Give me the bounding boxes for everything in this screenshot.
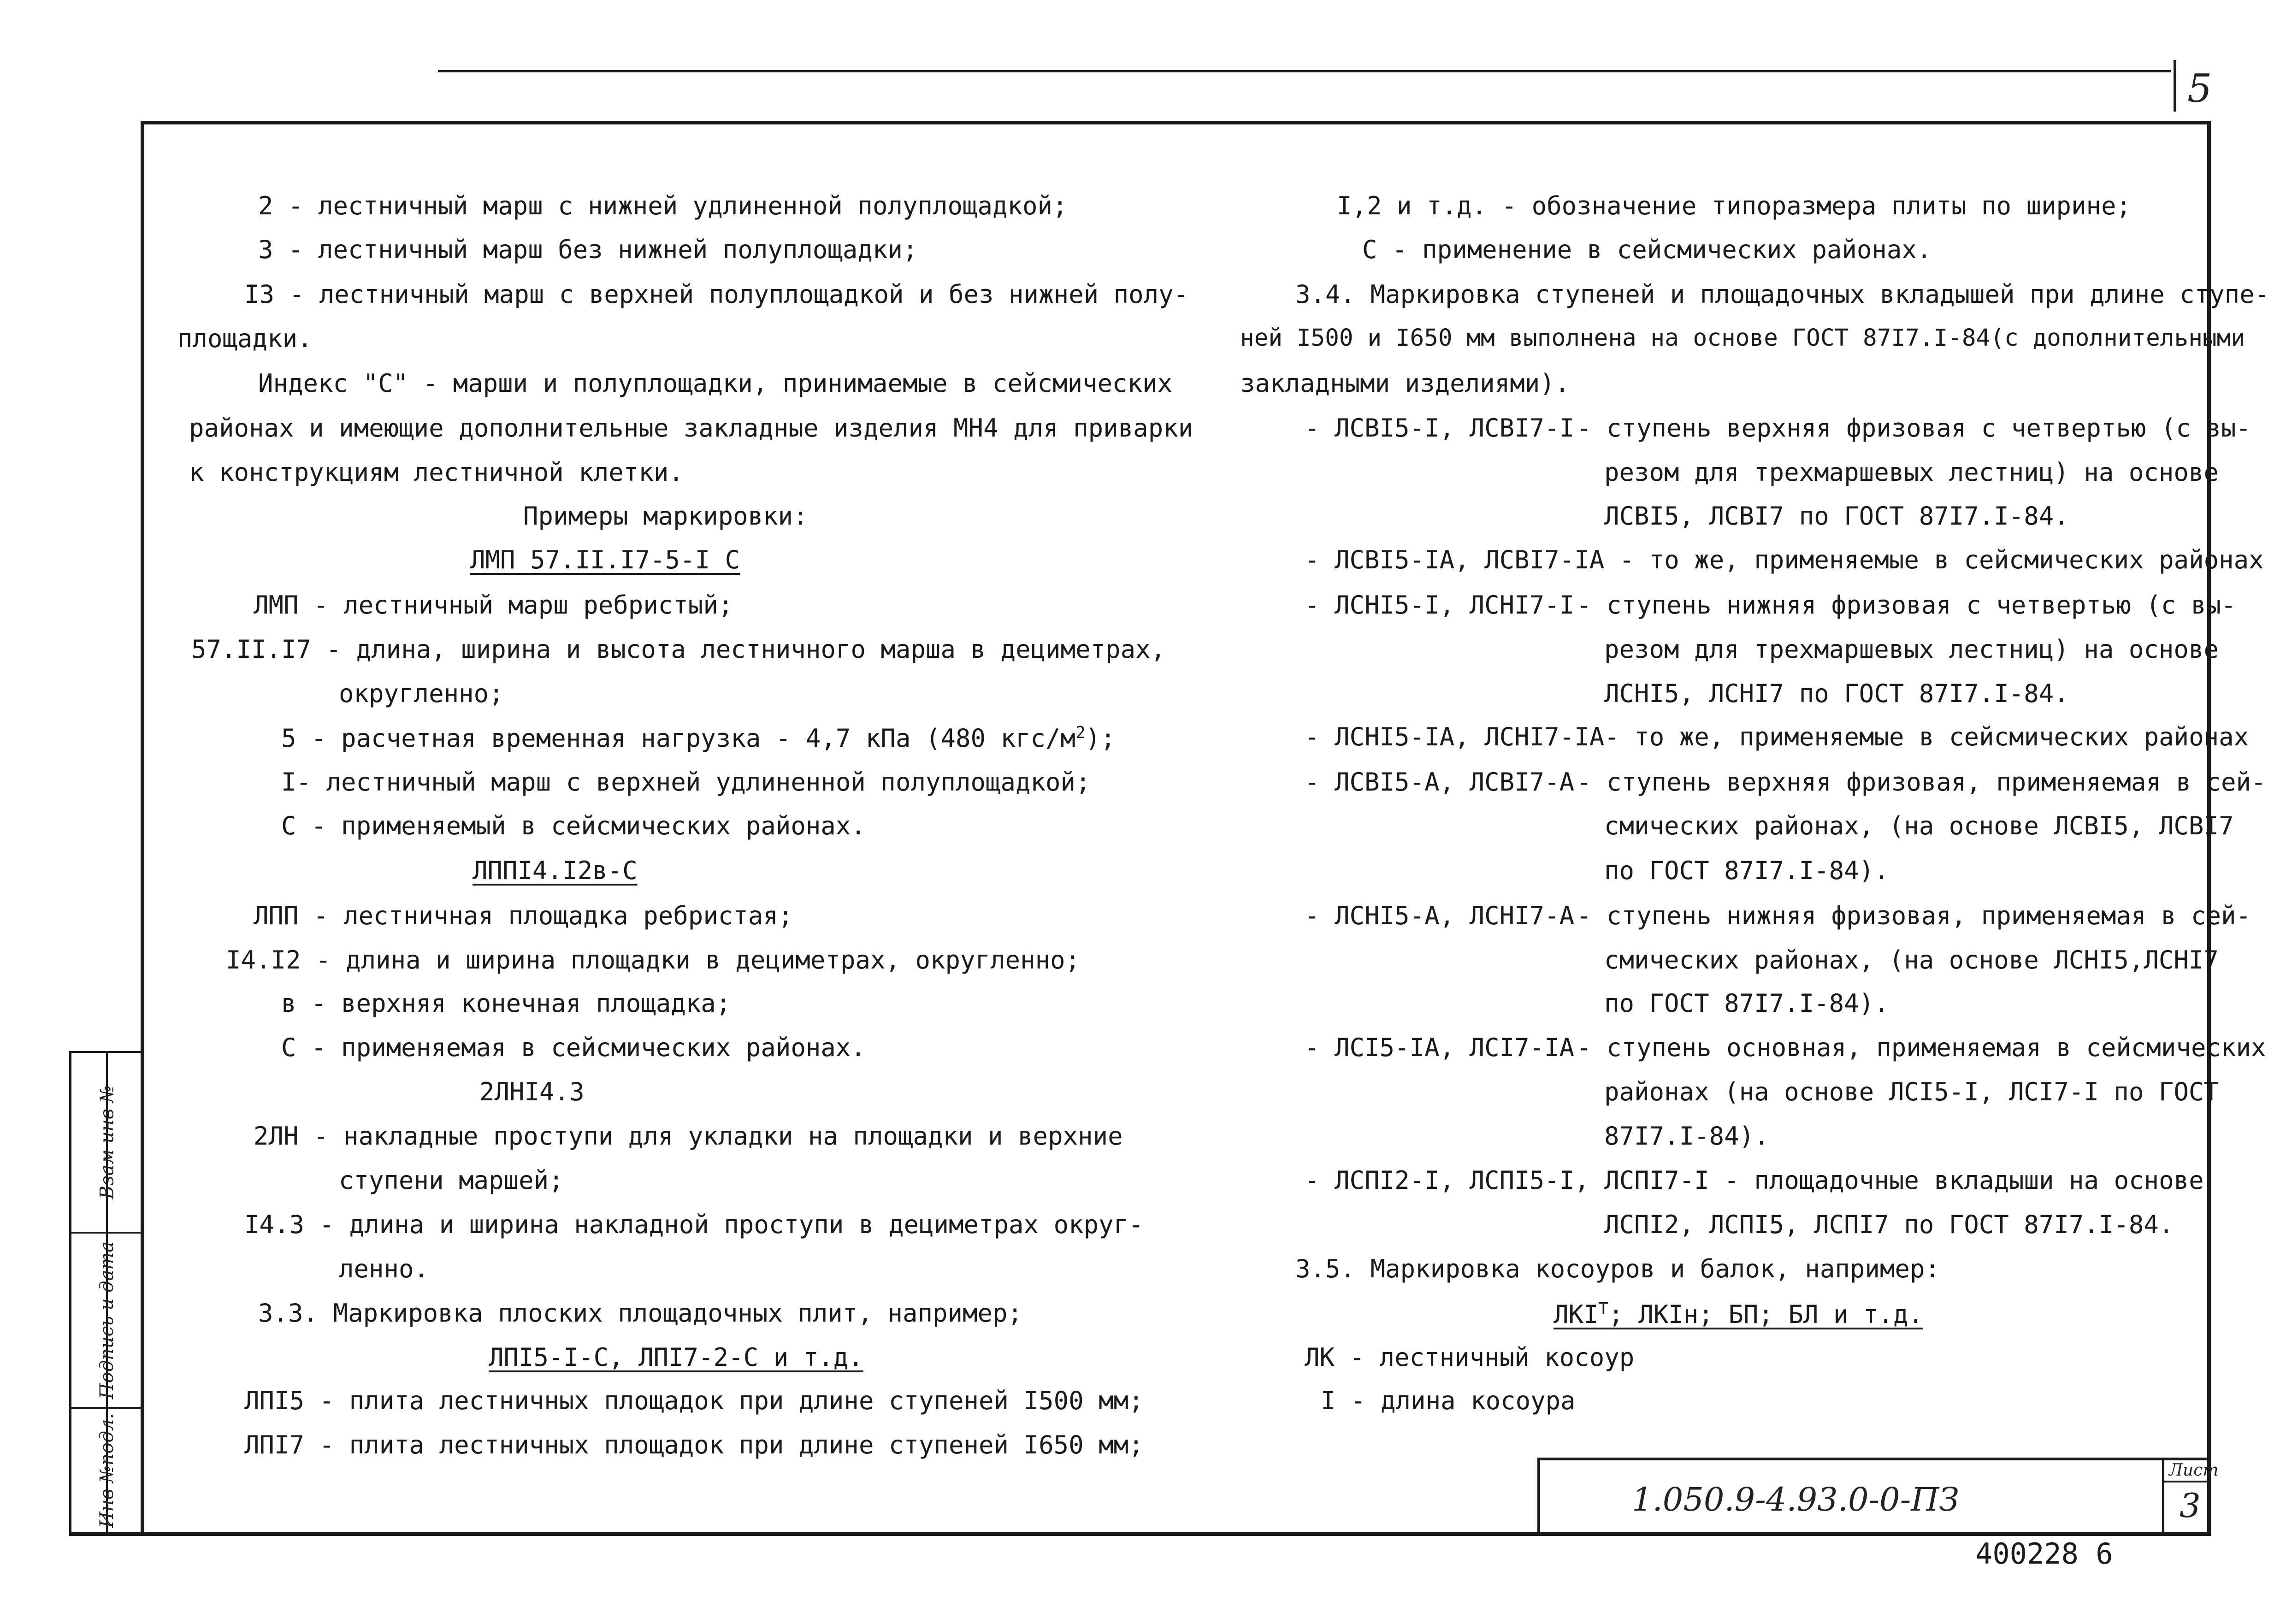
right-line-24: ЛСПI2, ЛСПI5, ЛСПI7 по ГОСТ 87I7.I-84. [1604, 1210, 2174, 1239]
top-stub-line [2174, 60, 2176, 112]
right-line-10-code: - ЛСНI5-I, ЛСНI7-I [1305, 591, 1575, 620]
marking-example-5: $ЛКI^Т$; ЛКIн; БП; БЛ и т.д. [1554, 1299, 1923, 1329]
left-line-20: С - применяемая в сейсмических районах. [281, 1033, 866, 1062]
right-line-18: смических районах, (на основе ЛСНI5,ЛСНI7 [1604, 945, 2219, 974]
left-line-2: 3 - лестничный марш без нижней полуплощадки; [258, 235, 918, 264]
right-line-1: I,2 и т.д. - обозначение типоразмера плиты по ширине; [1337, 191, 2132, 220]
marking-example-5-superscript: Т [1598, 1299, 1609, 1318]
sheet-label: Лист [2169, 1461, 2219, 1480]
left-line-29: ЛПI7 - плита лестничных площадок при длине ступеней I650 мм; [244, 1430, 1144, 1459]
left-line-13-superscript: 2 [1075, 723, 1086, 742]
frame-top-border [141, 121, 2210, 124]
right-line-10-desc: - ступень нижняя фризовая с четвертью (с вы- [1577, 591, 2236, 620]
right-line-20-desc: - ступень основная, применяемая в сейсмических [1577, 1033, 2266, 1062]
left-line-11: 57.II.I7 - длина, ширина и высота лестничного марша в дециметрах, [191, 635, 1166, 664]
title-block-top [1537, 1458, 2210, 1460]
marking-example-1: ЛМП 57.II.I7-5-I С [470, 545, 740, 574]
page-number-top: 5 [2187, 66, 2212, 111]
right-line-2: С - применение в сейсмических районах. [1362, 235, 1932, 264]
sheet-number: 3 [2180, 1486, 2201, 1525]
right-line-7: резом для трехмаршевых лестниц) на основе [1604, 458, 2219, 487]
right-line-20-code: - ЛСI5-IА, ЛСI7-IА [1305, 1033, 1575, 1062]
right-line-14-code: - ЛСВI5-А, ЛСВI7-А [1305, 768, 1575, 797]
left-line-12: округленно; [339, 679, 504, 708]
side-label-signature-date: Подпись и дата [96, 1241, 118, 1400]
title-block-sheet-label-line [2162, 1481, 2210, 1482]
right-line-6-desc: - ступень верхняя фризовая с четвертью (с вы- [1577, 413, 2251, 443]
right-line-9: - ЛСВI5-IА, ЛСВI7-IА - то же, применяемые в сейсмических районах [1305, 545, 2264, 574]
right-line-15: смических районах, (на основе ЛСВI5, ЛСВI7 [1604, 811, 2234, 840]
side-label-inv-no: Инв №подл. [96, 1413, 118, 1528]
right-line-14-desc: - ступень верхняя фризовая, применяемая в сей- [1577, 768, 2266, 797]
left-line-25: ленно. [339, 1254, 429, 1283]
right-line-27: ЛК - лестничный косоур [1305, 1343, 1635, 1372]
document-code: 1.050.9-4.93.0-0-ПЗ [1632, 1481, 1959, 1518]
left-line-8: Примеры маркировки: [523, 502, 808, 531]
left-line-15: С - применяемый в сейсмических районах. [281, 811, 866, 840]
marking-example-4: ЛПI5-I-С, ЛПI7-2-С и т.д. [489, 1343, 863, 1372]
title-block-sheet-divider [2162, 1458, 2164, 1535]
right-line-13: - ЛСНI5-IА, ЛСНI7-IА- то же, применяемые в сейсмических районах [1305, 722, 2249, 751]
left-line-18: I4.I2 - длина и ширина площадки в дециметрах, округленно; [226, 945, 1081, 974]
side-label-replacement-inv: Взам инв № [96, 1085, 118, 1199]
right-line-17-code: - ЛСНI5-А, ЛСНI7-А [1305, 901, 1575, 930]
left-line-13: 5 - расчетная временная нагрузка - 4,7 кПа (480 кгс/$м^2$); [281, 723, 1116, 753]
left-line-23: ступени маршей; [339, 1166, 564, 1195]
left-line-19: в - верхняя конечная площадка; [281, 989, 731, 1018]
right-line-23: - ЛСПI2-I, ЛСПI5-I, ЛСПI7-I - площадочные вкладыши на основе [1305, 1166, 2204, 1195]
right-line-17-desc: - ступень нижняя фризовая, применяемая в сей- [1577, 901, 2251, 930]
left-line-1: 2 - лестничный марш с нижней удлиненной полуплощадкой; [258, 191, 1068, 220]
left-line-22: 2ЛН - накладные проступи для укладки на площадки и верхние [254, 1122, 1123, 1151]
section-3-4-heading: 3.4. Маркировка ступеней и площадочных вкладышей при длине ступе- [1295, 280, 2270, 309]
archive-number: 400228 6 [1975, 1537, 2113, 1571]
marking-example-3: 2ЛНI4.3 [479, 1077, 585, 1106]
top-thin-line [438, 70, 2171, 72]
right-line-21: районах (на основе ЛСI5-I, ЛСI7-I по ГОСТ [1604, 1077, 2219, 1106]
left-line-28: ЛПI5 - плита лестничных площадок при длине ступеней I500 мм; [244, 1386, 1144, 1415]
marking-example-2: ЛППI4.I2в-С [473, 856, 638, 885]
right-line-4: ней I500 и I650 мм выполнена на основе ГОСТ 87I7.I-84(с дополнительными [1240, 325, 2245, 352]
right-line-5: закладными изделиями). [1240, 369, 1570, 398]
left-line-4: площадки. [177, 324, 313, 353]
section-3-3-heading: 3.3. Маркировка плоских площадочных плит, например; [258, 1299, 1023, 1328]
right-line-28: I - длина косоура [1321, 1386, 1576, 1415]
frame-bottom-border [69, 1532, 2211, 1536]
right-line-16: по ГОСТ 87I7.I-84). [1604, 856, 1889, 885]
left-line-10: ЛМП - лестничный марш ребристый; [254, 591, 733, 620]
left-line-3: I3 - лестничный марш с верхней полуплощадкой и без нижней полу- [244, 280, 1189, 309]
section-3-5-heading: 3.5. Маркировка косоуров и балок, например: [1295, 1254, 1940, 1283]
right-line-12: ЛСНI5, ЛСНI7 по ГОСТ 87I7.I-84. [1604, 679, 2069, 708]
left-line-24: I4.3 - длина и ширина накладной проступи в дециметрах округ- [244, 1210, 1144, 1239]
title-block-left [1537, 1458, 1540, 1535]
right-line-8: ЛСВI5, ЛСВI7 по ГОСТ 87I7.I-84. [1604, 502, 2069, 531]
left-line-5: Индекс "С" - марши и полуплощадки, принимаемые в сейсмических [258, 369, 1173, 398]
left-line-6: районах и имеющие дополнительные закладные изделия МН4 для приварки [189, 413, 1193, 443]
left-line-17: ЛПП - лестничная площадка ребристая; [254, 901, 793, 930]
right-line-11: резом для трехмаршевых лестниц) на основе [1604, 635, 2219, 664]
right-line-19: по ГОСТ 87I7.I-84). [1604, 989, 1889, 1018]
left-line-7: к конструкциям лестничной клетки. [189, 458, 684, 487]
left-line-14: I- лестничный марш с верхней удлиненной полуплощадкой; [281, 768, 1091, 797]
right-line-22: 87I7.I-84). [1604, 1122, 1769, 1151]
right-line-6-code: - ЛСВI5-I, ЛСВI7-I [1305, 413, 1575, 443]
